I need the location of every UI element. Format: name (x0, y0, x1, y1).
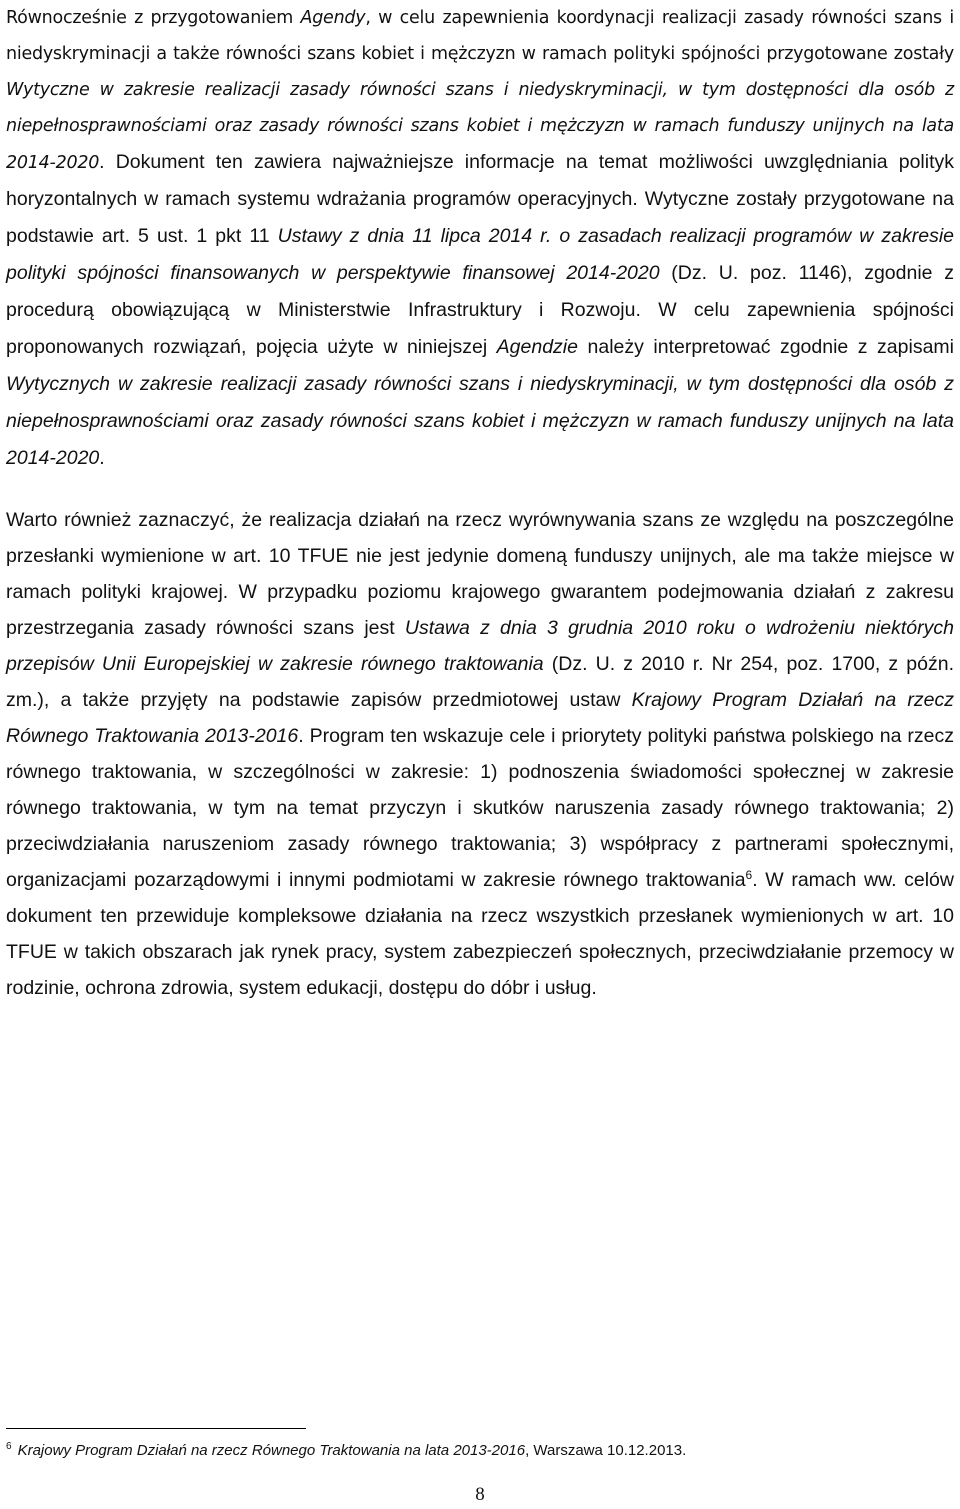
italic-law-title: Ustawy z dnia 11 lipca 2014 r. o zasadach realizacji programów w zakresie polityki spójności finansowanych w perspektywie finansowej 2014-2020 (6, 225, 954, 284)
italic-run: Agendzie (496, 336, 578, 358)
italic-guidelines-title: Wytyczne w zakresie realizacji zasady równości szans i niedyskryminacji, w tym dostępności dla osób z niepełnosprawnościami oraz zasady równości szans kobiet i mężczyzn w ramach funduszy unijnych na lata 2014-2020 (6, 80, 954, 173)
text-run: . (99, 447, 105, 469)
footnote-title: Krajowy Program Działań na rzecz Równego Traktowania na lata 2013-2016 (17, 1442, 526, 1459)
paragraph-agenda-guidelines (6, 0, 954, 477)
italic-law-title: Ustawa z dnia 3 grudnia 2010 roku o wdrożeniu niektórych przepisów Unii Europejskiej w zakresie równego traktowania (6, 617, 954, 675)
footnote-number: 6 (6, 1441, 12, 1452)
text-run: , w celu zapewnienia koordynacji realizacji zasady równości szans i niedyskryminacji a także równości szans kobiet i mężczyzn w ramach polityki spójności przygotowane zostały (6, 8, 954, 64)
text-run: . Program ten wskazuje cele i priorytety polityki państwa polskiego na rzecz równego traktowania, w szczególności w zakresie: 1) podnoszenia świadomości społecznej w zakresie równego traktowania, w tym na temat przyczyn i skutków naruszenia zasady równego traktowania; 2) przeciwdziałania naruszeniom zasady równego traktowania; 3) współpracy z partnerami społecznymi, organizacjami pozarządowymi i innymi podmiotami w zakresie równego traktowania (6, 725, 954, 891)
footnote (6, 1441, 954, 1463)
document-page (6, 0, 954, 1509)
italic-guidelines-title: Wytycznych w zakresie realizacji zasady równości szans i niedyskryminacji, w tym dostępności dla osób z niepełnosprawnościami oraz zasady równości szans kobiet i mężczyzn w ramach funduszy unijnych na lata 2014-2020 (6, 373, 954, 469)
page-number: 8 (475, 1484, 485, 1505)
paragraph-national-policy (6, 502, 954, 1006)
text-run: Warto również zaznaczyć, że realizacja działań na rzecz wyrównywania szans ze względu na poszczególne przesłanki wymienione w art. 10 TFUE nie jest jedynie domeną funduszy unijnych, ale ma także miejsce w ramach polityki krajowej. W przypadku poziomu krajowego gwarantem podejmowania działań z zakresu przestrzegania zasady równości szans jest (6, 509, 954, 639)
text-run: Równocześnie z przygotowaniem (6, 8, 301, 28)
footnote-separator (6, 1428, 306, 1429)
text-run: . W ramach ww. celów dokument ten przewiduje kompleksowe działania na rzecz wszystkich przesłanek wymienionych w art. 10 TFUE w takich obszarach jak rynek pracy, system zabezpieczeń społecznych, przeciwdziałanie przemocy w rodzinie, ochrona zdrowia, system edukacji, dostępu do dóbr i usług. (6, 869, 954, 999)
italic-program-title: Krajowy Program Działań na rzecz Równego Traktowania 2013-2016 (6, 689, 954, 747)
text-run: należy interpretować zgodnie z zapisami (578, 336, 954, 358)
footnote-reference[interactable]: 6 (745, 868, 753, 882)
italic-run: Agendy (300, 8, 366, 28)
text-run: (Dz. U. z 2010 r. Nr 254, poz. 1700, z późn. zm.), a także przyjęty na podstawie zapisów przedmiotowej ustaw (6, 653, 954, 711)
footnote-text: , Warszawa 10.12.2013. (525, 1442, 687, 1459)
text-run: . Dokument ten zawiera najważniejsze informacje na temat możliwości uwzględniania polityk horyzontalnych w ramach systemu wdrażania programów operacyjnych. Wytyczne zostały przygotowane na podstawie art. 5 ust. 1 pkt 11 (6, 151, 954, 247)
text-run: (Dz. U. poz. 1146), zgodnie z procedurą obowiązującą w Ministerstwie Infrastruktury i Rozwoju. W celu zapewnienia spójności proponowanych rozwiązań, pojęcia użyte w niniejszej (6, 262, 954, 358)
